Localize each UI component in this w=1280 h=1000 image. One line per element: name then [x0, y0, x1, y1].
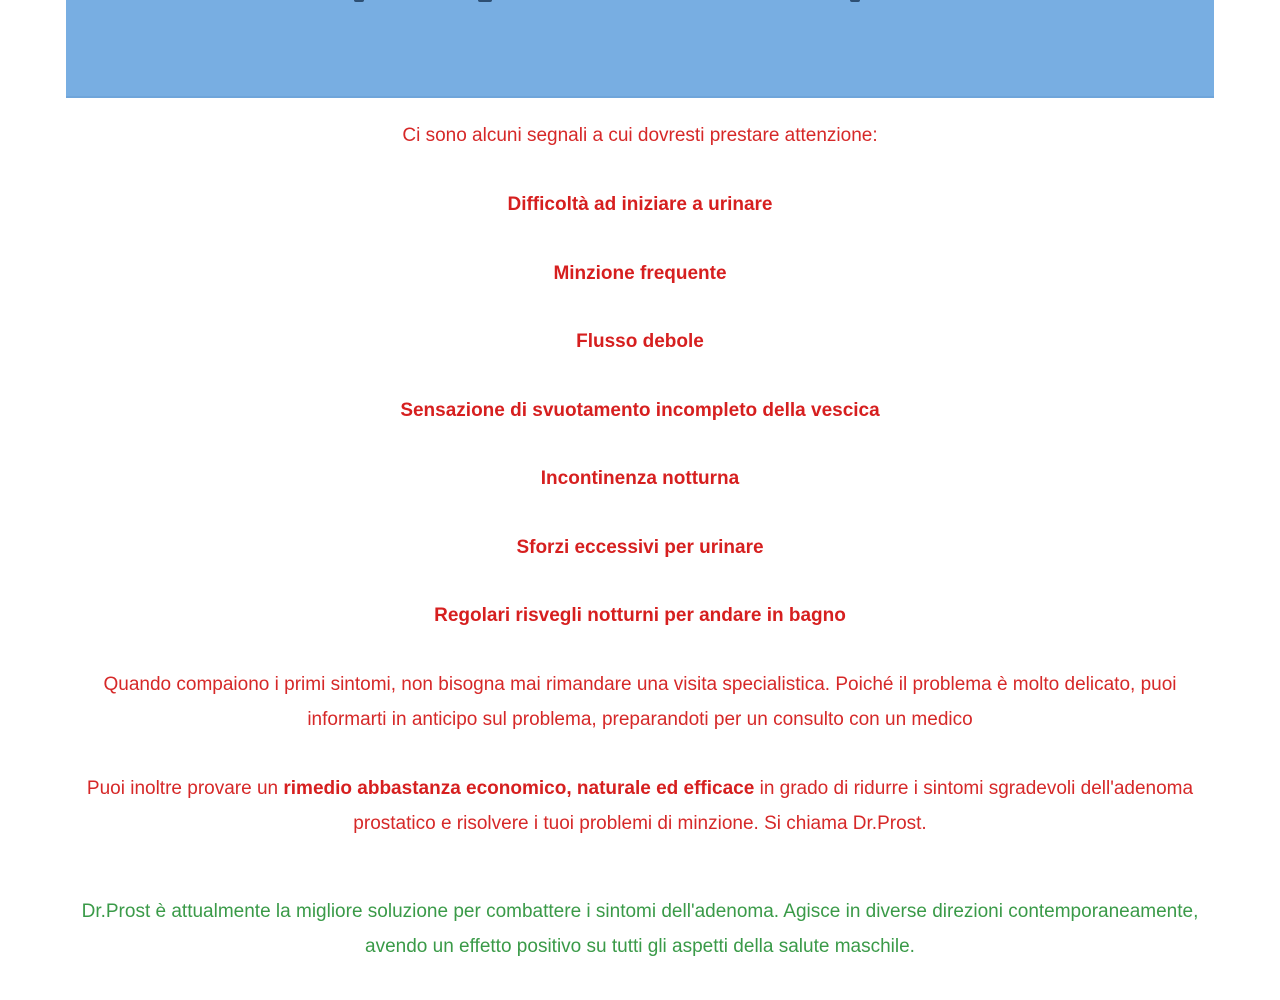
hero-banner [66, 0, 1214, 98]
remedy-text-after: in grado di ridurre i sintomi sgradevoli dell'adenoma prostatico e risolvere i tuoi problemi di minzione. Si chiama Dr.Prost. [353, 778, 1194, 834]
symptom-item: Incontinenza notturna [540, 468, 740, 489]
remedy-text-before: Puoi inoltre provare un [86, 778, 284, 799]
cut-off-heading-mark [478, 0, 492, 2]
remedy-paragraph [82, 771, 1198, 841]
cut-off-heading-mark [354, 0, 364, 2]
symptom-item: Minzione frequente [553, 263, 727, 284]
symptom-item: Difficoltà ad iniziare a urinare [507, 194, 773, 215]
remedy-highlight: rimedio abbastanza economico, naturale ed efficace [283, 778, 755, 799]
symptom-item: Regolari risvegli notturni per andare in bagno [434, 605, 846, 626]
cut-off-heading-mark [850, 0, 860, 2]
intro-text: Ci sono alcuni segnali a cui dovresti prestare attenzione: [402, 125, 878, 146]
symptom-item: Sensazione di svuotamento incompleto della vescica [400, 400, 880, 421]
symptom-item: Sforzi eccessivi per urinare [516, 537, 764, 558]
product-paragraph: Dr.Prost è attualmente la migliore soluzione per combattere i sintomi dell'adenoma. Agisce in diverse direzioni contemporaneamente, avendo un effetto positivo su tutti gli aspetti della salute maschile. [81, 901, 1199, 957]
symptom-item: Flusso debole [576, 331, 704, 352]
advice-paragraph: Quando compaiono i primi sintomi, non bisogna mai rimandare una visita specialistica. Poiché il problema è molto delicato, puoi informarti in anticipo sul problema, preparandoti per un consulto con un medico [103, 674, 1177, 730]
